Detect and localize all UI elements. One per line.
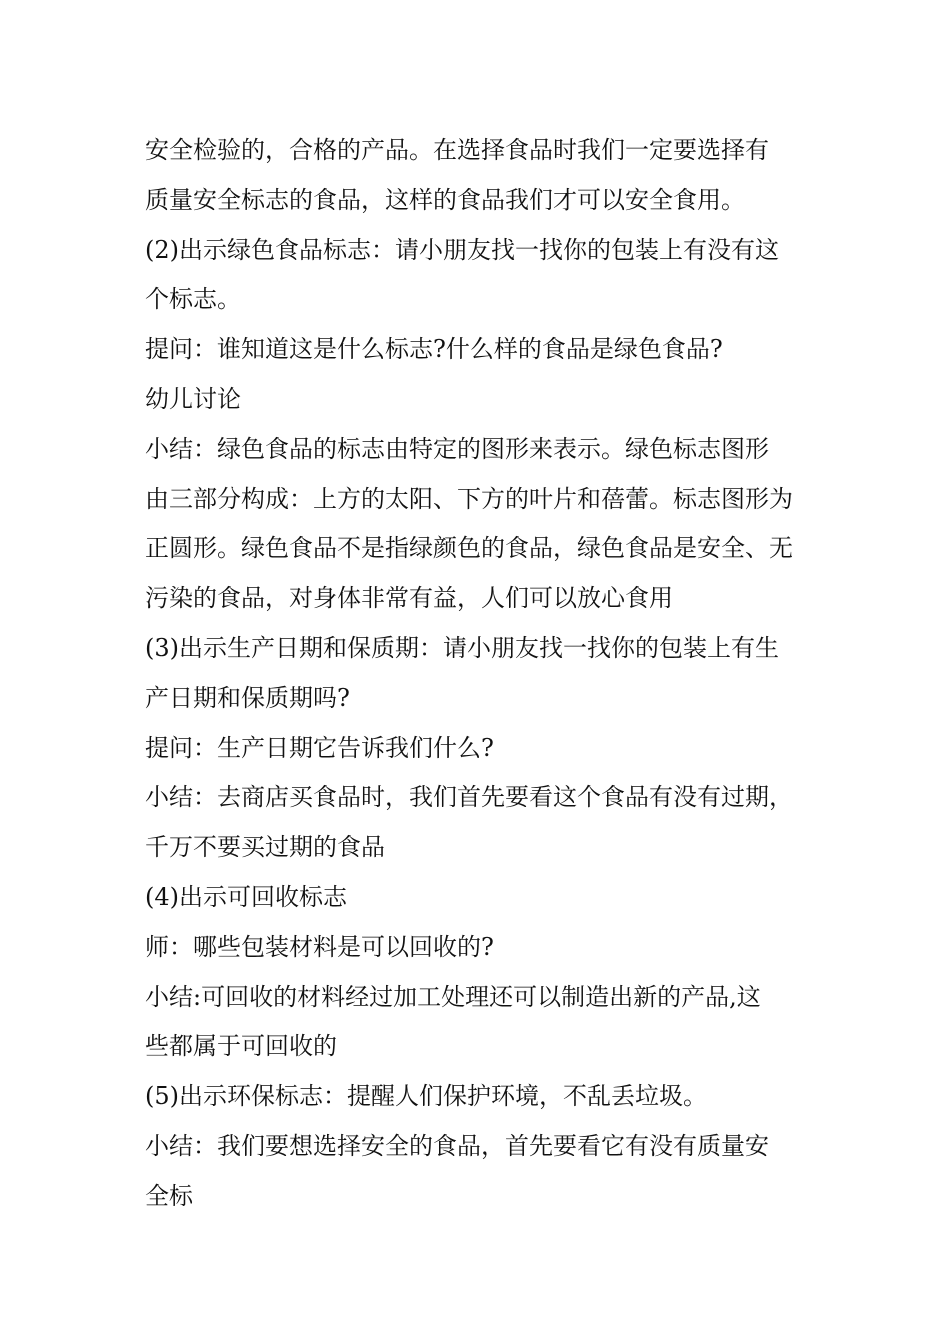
text-line: 个标志。 <box>145 285 241 314</box>
text-line: 小结：绿色食品的标志由特定的图形来表示。绿色标志图形 <box>145 434 769 463</box>
text-line: 全标 <box>145 1181 193 1210</box>
text-line: 污染的食品，对身体非常有益，人们可以放心食用 <box>145 584 673 613</box>
text-line: (4)出示可回收标志 <box>145 882 347 911</box>
text-line: 些都属于可回收的 <box>145 1032 337 1061</box>
text-line: 幼儿讨论 <box>145 384 241 413</box>
text-line: 师：哪些包装材料是可以回收的? <box>145 932 494 961</box>
text-line: 千万不要买过期的食品 <box>145 833 385 862</box>
text-line: 小结：我们要想选择安全的食品，首先要看它有没有质量安 <box>145 1131 769 1160</box>
text-line: 由三部分构成：上方的太阳、下方的叶片和蓓蕾。标志图形为 <box>145 484 793 513</box>
text-line: 提问：谁知道这是什么标志?什么样的食品是绿色食品? <box>145 335 723 364</box>
text-line: 安全检验的，合格的产品。在选择食品时我们一定要选择有 <box>145 136 769 164</box>
text-line: 质量安全标志的食品，这样的食品我们才可以安全食用。 <box>145 185 745 214</box>
text-line: (2)出示绿色食品标志：请小朋友找一找你的包装上有没有这 <box>145 235 779 264</box>
text-line: 小结：去商店买食品时，我们首先要看这个食品有没有过期， <box>145 783 793 812</box>
text-line: 提问：生产日期它告诉我们什么? <box>145 733 494 762</box>
text-line: (5)出示环保标志：提醒人们保护环境，不乱丢垃圾。 <box>145 1082 707 1111</box>
text-line: (3)出示生产日期和保质期：请小朋友找一找你的包装上有生 <box>145 633 779 662</box>
text-line: 正圆形。绿色食品不是指绿颜色的食品，绿色食品是安全、无 <box>145 534 793 563</box>
text-line: 产日期和保质期吗? <box>145 683 350 712</box>
document-body <box>145 126 810 1222</box>
text-line: 小结:可回收的材料经过加工处理还可以制造出新的产品,这 <box>145 982 761 1011</box>
